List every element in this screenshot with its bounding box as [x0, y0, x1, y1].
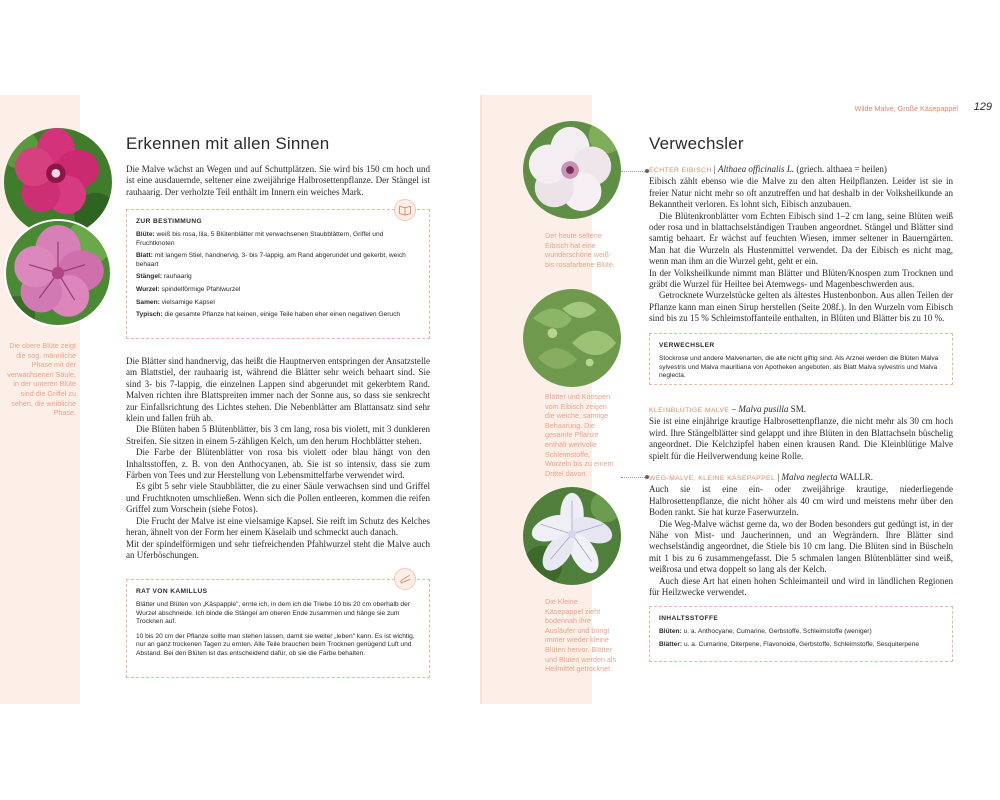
right-page-heading: Verwechsler [649, 134, 744, 153]
id-row-typisch: Typisch: die gesamte Pflanze hat keinen, einige Teile haben eher einen negativen Geruch [136, 311, 401, 319]
eibisch-leaves-caption: Blätter und Knospen vom Eibisch zeigen die weiche, samtige Behaarung. Die gesamte Pflanze enthält wertvolle Schleimstoffe, Wurzeln bis zu einem Drittel davon. [545, 392, 614, 478]
body-paragraph: Die Farbe der Blütenblätter von rosa bis violett oder blau hängt von den Inhaltsstoffen, z. B. von den Anthocyanen, ab. Sie ist so intensiv, dass sie zum Färben von Tees und zur Herstellung von Lebensmittelfarbe verwendet wird. [126, 447, 430, 481]
leader-line [621, 171, 647, 172]
id-box-title: ZUR BESTIMMUNG [136, 218, 203, 225]
book-spread [0, 95, 1000, 704]
warn-box-title: VERWECHSLER [659, 342, 715, 349]
neglecta-paragraph: Auch diese Art hat einen hohen Schleimanteil und wird in ländlichen Regionen für Heilzwecke verwendet. [649, 575, 953, 598]
ingredients-box [649, 606, 953, 662]
id-row-staengel: Stängel: rauhaarig [136, 273, 192, 281]
warn-box-text: Stockrose und andere Malvenarten, die alle nicht giftig sind. Als Arznei werden die Blüten Malva sylvestris und Malva mauritiana von Apotheken angeboten, als Blatt Malva sylvestris und Malva neglecta. [659, 355, 939, 380]
ingredients-row-blueten: Blüten: u. a. Anthocyane, Cumarine, Gerbstoffe, Schleimstoffe (weniger) [659, 628, 872, 635]
body-paragraph: Die Frucht der Malve ist eine vielsamige Kapsel. Sie reift im Schutz des Kelches heran, ähnelt von der Form her einem Käselaib und schmeckt auch danach. [126, 515, 430, 538]
running-head-title: Wilde Malve, Große Käsepappel [854, 104, 958, 113]
eibisch-flower-photo [523, 121, 621, 219]
id-box [126, 209, 430, 339]
eibisch-title-line: ECHTER EIBISCH | Althaea officinalis L. (griech. althaea = heilen) [649, 164, 887, 174]
tip-box [126, 579, 430, 678]
eibisch-paragraph: Getrocknete Wurzelstücke gelten als ältestes Hustenbonbon. Aus allen Teilen der Pflanze kann man einen Sirup herstellen (Seite 208f.). In den Wurzeln vom Eibisch sind bis zu 15 % Schleimstoffanteile enthalten, in Blüten und Blätter bis zu 10 %. [649, 290, 953, 324]
intro-paragraph: Die Malve wächst an Wegen und auf Schuttplätzen. Sie wird bis 150 cm hoch und ist eine ausdauernde, seltener eine zweijährige Halbrosettenpflanze. Der Stängel ist rauhaarig. Der verholzte Teil enthält im Innern ein weiches Mark. [126, 164, 430, 197]
book-icon [394, 199, 416, 221]
neglecta-title-line: WEG-MALVE, KLEINE KÄSEPAPPEL | Malva neglecta WALLR. [649, 472, 874, 482]
warn-box [649, 333, 953, 385]
body-paragraph: Die Blüten haben 5 Blütenblätter, bis 3 cm lang, rosa bis violett, mit 3 dunkleren Streifen. Sie sitzen in einem 5-zähligen Kelch, um den herum Hochblätter stehen. [126, 424, 430, 446]
eibisch-flower-caption: Der heute seltene Eibisch hat eine wunderschöne weiß- bis rosafarbene Blüte. [545, 231, 615, 269]
left-page-heading: Erkennen mit allen Sinnen [126, 134, 330, 153]
herb-bundle-icon [394, 568, 416, 590]
id-row-bluete: Blüte: weiß bis rosa, lila, 5 Blütenblätter mit verwachsenen Staubblättern, Griffel und Fruchtknoten [136, 231, 384, 247]
ingredients-row-blaetter: Blätter: u. a. Cumarine, Diterpene, Flavonoide, Gerbstoffe, Schleimstoffe, Sesquiterpene [659, 640, 920, 648]
body-paragraph: Mit der spindelförmigen und sehr tiefreichenden Pfahlwurzel steht die Malve auch an Uferböschungen. [126, 538, 430, 560]
pusilla-text: Sie ist eine einjährige krautige Halbrosettenpflanze, die nicht mehr als 30 cm hoch wird. Ihre Stängelblätter sind gelappt und ihre Blüten in den Blattachseln büschelig angeordnet. Die Kelchzipfel haben einen krausen Rand. Die Kleinblütige Malve spielt für die Heilverwendung keine Rolle. [649, 416, 953, 461]
weg-malve-photo [523, 487, 621, 585]
leader-line [621, 477, 647, 478]
left-body [126, 356, 430, 561]
eibisch-lead: Eibisch zählt ebenso wie die Malve zu den alten Heilpflanzen. Leider ist sie in freier Natur nicht mehr so oft anzutreffen und hat deshalb in der Volksheilkunde an Bekanntheit verloren. Es lohnt sich, Eibisch anzubauen. [649, 176, 953, 210]
eibisch-paragraph: In der Volksheilkunde nimmt man Blätter und Blüten/Knospen zum Trocknen und gräbt die Wurzel für Heiltee bei Atemwegs- und Magenbeschwerden aus. [649, 267, 953, 290]
body-paragraph: Es gibt 5 sehr viele Staubblätter, die zu einer Säule verwachsen sind und Griffel und Fruchtknoten umschließen. Wenn sich die Pollen entleeren, kommen die reifen Griffel zum Vorschein (siehe Fotos). [126, 481, 430, 515]
neglecta-section [649, 472, 953, 598]
page-number: 129 [973, 101, 992, 113]
eibisch-section [649, 164, 953, 325]
tip-box-title: RAT VON KAMILLUS [136, 588, 208, 595]
body-paragraph: Die Blätter sind handnervig, das heißt die Hauptnerven entspringen der Ansatzstelle am Blattstiel, der rauhaarig ist, während die Blätter sehr weich behaart sind. Sie sind 3- bis 7-lappig, die einzelnen Lappen sind abgerundet mit gekerbtem Rand. Malven richten ihre Blattspreiten immer nach der Sonne aus, so dass sie senkrecht zur Einfallsrichtung des Lichtes stehen. Die Nebenblätter am Blattansatz sind sehr klein und fallen früh ab. [126, 356, 430, 424]
mallow-photo-female-phase [4, 219, 112, 327]
pusilla-title-line: KLEINBLÜTIGE MALVE – Malva pusilla SM. [649, 404, 807, 414]
id-row-samen: Samen: vielsamige Kapsel [136, 298, 215, 306]
id-row-blatt: Blatt: mit langem Stiel, handnervig, 3- bis 7-lappig, am Rand abgerundet und gekerbt, weich behaart [136, 252, 406, 268]
eibisch-paragraph: Die Blütenkronblätter vom Echten Eibisch sind 1–2 cm lang, seine Blüten weiß oder rosa und in blattachselständigen Trauben angeordnet. Stängel und Blätter sind samtig behaart. Er wächst auf feuchten Wiesen, immer seltener in Bauerngärten. Man hat die Wurzeln als Hustenmittel verwendet. Da der Eibisch es nicht mag, wenn man ihm an die Wurzel geht, geht er ein. [649, 210, 953, 267]
weg-malve-caption: Die Kleine Käsepappel zieht bodennah ihre Ausläufer und bringt immer wieder kleine Blüten hervor. Blätter und Blüten werden als Heilmittel getrocknet. [545, 597, 617, 674]
eibisch-leaves-photo [523, 289, 621, 387]
tip-paragraph: 10 bis 20 cm der Pflanze sollte man stehen lassen, damit sie weiter „leben" kann. Es ist wichtig, nur an ganz trockenen Tagen zu ernten. Alle Teile brauchen beim Trocknen genügend Luft und Abstand. Bei den Blüten ist das entscheidend dafür, ob sie die Farbe behalten. [136, 632, 415, 657]
left-photo-caption: Die obere Blüte zeigt die sog. männliche Phase mit der verwachsenen Säule, in der unteren Blüte sind die Griffel zu sehen, die weibliche Phase. [7, 341, 76, 418]
id-row-wurzel: Wurzel: spindelförmige Pfahlwurzel [136, 285, 241, 293]
ingredients-box-title: INHALTSSTOFFE [659, 615, 719, 622]
pusilla-section [649, 404, 953, 462]
neglecta-paragraph: Die Weg-Malve wächst gerne da, wo der Boden besonders gut gedüngt ist, in der Nähe von Mist- und Jaucherinnen, und an Wegrändern. Ihre Blätter sind wechselständig angeordnet, die Stiele bis 10 cm lang. Die Blüten sind in Büscheln mit 1 bis zu 6 zusammengefasst. Die 5 schmalen langen Blütenblätter sind weiß, weißrosa und etwa doppelt so lang als der Kelch. [649, 518, 953, 575]
tip-paragraph: Blätter und Blüten von „Käspapple", ernte ich, in dem ich die Triebe 10 bis 20 cm oberhalb der Wurzel abschneide. Ich binde die Stängel am oberen Ende zusammen und hänge sie zum Trocknen auf. [136, 601, 410, 626]
left-intro [126, 164, 430, 198]
neglecta-lead: Auch sie ist eine ein- oder zweijährige krautige, niederliegende Halbrosettenpflanze, die nicht höher als 40 cm wird und meistens mehr über den Boden rankt. Sie hat kurze Faserwurzeln. [649, 484, 953, 518]
